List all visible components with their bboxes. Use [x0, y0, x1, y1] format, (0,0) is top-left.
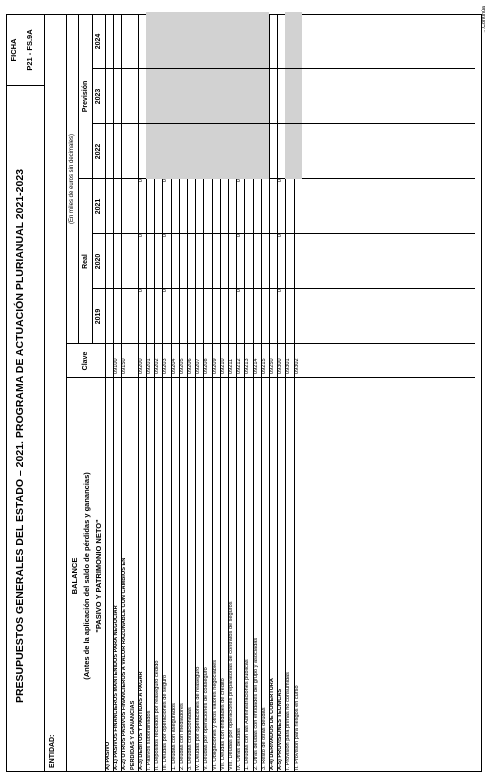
value-cell-2021: 0	[162, 179, 169, 183]
row-clave: 09302	[293, 358, 300, 374]
row-clave: 09201	[146, 358, 152, 374]
row-label: A-5) PROVISIONES TÉCNICAS	[277, 688, 284, 770]
row-label: A-4) DERIVADOS DE COBERTURA	[269, 678, 275, 770]
value-cell-2019: 0	[162, 289, 169, 293]
value-cell-2022	[171, 122, 179, 179]
row-clave: 09212	[236, 358, 243, 374]
table-row	[253, 14, 261, 772]
row-clave: 09209	[211, 358, 218, 374]
value-cell-2020	[269, 232, 277, 289]
table-row	[121, 14, 129, 772]
value-cell-2021	[113, 177, 121, 234]
row-clave: 09150	[121, 358, 128, 374]
balance-subheading: (Antes de la aplicación del saldo de pérdidas y ganancias)	[82, 472, 91, 680]
table-row	[113, 14, 121, 772]
value-cell-2021	[228, 177, 236, 234]
value-cell-2020	[171, 232, 179, 289]
value-cell-2023	[220, 67, 228, 124]
value-cell-2022	[236, 122, 244, 179]
row-label: 2. Otras deudas con entidades del grupo y asociadas	[252, 637, 259, 770]
value-cell-2024	[294, 12, 302, 69]
value-cell-2024	[146, 12, 154, 69]
table-row	[105, 14, 113, 772]
value-cell-2022	[261, 122, 269, 179]
value-cell-2022	[269, 122, 277, 179]
value-cell-2020	[113, 232, 121, 289]
value-cell-2022	[138, 122, 146, 179]
value-cell-2021	[130, 177, 138, 234]
value-cell-2021: 0	[137, 179, 144, 183]
value-cell-2023	[285, 67, 293, 124]
row-clave: 09207	[195, 358, 202, 374]
value-cell-2019	[212, 287, 220, 344]
continua-note: ...Continúa	[481, 6, 487, 33]
ficha-code: P21 - FS.9A	[25, 29, 34, 71]
value-cell-2024	[113, 12, 121, 69]
row-clave: 09205	[178, 358, 185, 374]
table-row	[220, 14, 228, 772]
value-cell-2019: 0	[137, 289, 144, 293]
row-clave: 09211	[228, 358, 234, 374]
value-cell-2023	[162, 67, 170, 124]
value-cell-2022	[130, 122, 138, 179]
value-cell-2024	[285, 12, 293, 69]
value-cell-2023	[294, 67, 302, 124]
value-cell-2023	[195, 67, 203, 124]
value-cell-2023	[212, 67, 220, 124]
value-cell-2021	[195, 177, 203, 234]
value-cell-2021	[269, 177, 277, 234]
balance-section-title: "PASIVO Y PATRIMONIO NETO"	[94, 519, 103, 633]
row-clave: 09250	[269, 358, 275, 374]
value-cell-2022	[253, 122, 261, 179]
row-label: A) PASIVO	[105, 741, 111, 770]
value-cell-2024	[121, 12, 129, 69]
row-clave: 09206	[187, 358, 193, 374]
value-cell-2020: 0	[137, 234, 144, 238]
row-label: 1. Deudas con las Administraciones públicas	[244, 659, 251, 770]
value-cell-2019	[146, 287, 154, 344]
value-cell-2024	[154, 12, 162, 69]
value-cell-2022	[105, 122, 113, 179]
value-cell-2019	[105, 287, 113, 344]
value-cell-2023	[121, 67, 129, 124]
row-label: 2. Deudas con mediadores	[178, 703, 185, 770]
row-label: VI. Obligaciones y otros valores negociables	[211, 659, 218, 770]
value-cell-2024	[179, 12, 187, 69]
value-cell-2019	[130, 287, 138, 344]
value-cell-2021	[187, 177, 195, 234]
value-cell-2021	[105, 177, 113, 234]
table-row	[138, 14, 146, 772]
table-row	[212, 14, 220, 772]
value-cell-2020: 0	[277, 234, 284, 238]
value-cell-2020	[253, 232, 261, 289]
prevision-group-header: Previsión	[82, 80, 89, 113]
value-cell-2022	[285, 122, 293, 179]
value-cell-2019	[228, 287, 236, 344]
value-cell-2023	[269, 67, 277, 124]
value-cell-2021	[212, 177, 220, 234]
row-label: 3. Resto de otras deudas	[260, 707, 267, 770]
row-label: II. Depósitos recibidos por reaseguro cedido	[154, 660, 161, 770]
value-cell-2021	[154, 177, 162, 234]
value-cell-2023	[105, 67, 113, 124]
row-label: V. Deudas por operaciones de coaseguro	[203, 667, 210, 770]
value-cell-2019	[203, 287, 211, 344]
value-cell-2021	[261, 177, 269, 234]
value-cell-2021	[121, 177, 129, 234]
year-header-2022: 2022	[95, 143, 102, 160]
value-cell-2019	[294, 287, 302, 344]
value-cell-2019	[261, 287, 269, 344]
row-label: VIII. Deudas por operaciones preparatorias de contratos de seguros	[228, 601, 234, 770]
value-cell-2022	[146, 122, 154, 179]
value-cell-2022	[195, 122, 203, 179]
row-clave: 09301	[285, 358, 292, 374]
value-cell-2019	[220, 287, 228, 344]
value-cell-2019	[253, 287, 261, 344]
value-cell-2020	[212, 232, 220, 289]
row-label: II. Provisión para riesgos en curso	[293, 685, 300, 770]
value-cell-2021	[146, 177, 154, 234]
value-cell-2023	[179, 67, 187, 124]
value-cell-2020	[105, 232, 113, 289]
value-cell-2021	[203, 177, 211, 234]
table-row	[171, 14, 179, 772]
value-cell-2023	[146, 67, 154, 124]
value-cell-2020: 0	[162, 234, 169, 238]
value-cell-2024	[138, 12, 146, 69]
year-header-2020: 2020	[95, 253, 102, 270]
table-row	[228, 14, 236, 772]
row-clave	[105, 342, 113, 376]
value-cell-2023	[253, 67, 261, 124]
value-cell-2022	[212, 122, 220, 179]
table-row	[130, 14, 138, 772]
value-cell-2024	[171, 12, 179, 69]
table-row	[277, 14, 285, 772]
value-cell-2022	[121, 122, 129, 179]
value-cell-2021	[171, 177, 179, 234]
table-row	[179, 14, 187, 772]
table-row	[244, 14, 252, 772]
row-clave: 09210	[219, 358, 226, 374]
value-cell-2022	[113, 122, 121, 179]
value-cell-2020	[285, 232, 293, 289]
value-cell-2019: 0	[236, 289, 243, 293]
table-row	[162, 14, 170, 772]
value-cell-2022	[244, 122, 252, 179]
value-cell-2023	[261, 67, 269, 124]
value-cell-2024	[261, 12, 269, 69]
value-cell-2021	[179, 177, 187, 234]
value-cell-2021	[244, 177, 252, 234]
value-cell-2020	[195, 232, 203, 289]
value-cell-2024	[253, 12, 261, 69]
page-title: PRESUPUESTOS GENERALES DEL ESTADO – 2021. PROGRAMA DE ACTUACIÓN PLURIANUAL 2021-2023	[14, 168, 26, 704]
value-cell-2023	[187, 67, 195, 124]
value-cell-2020	[187, 232, 195, 289]
value-cell-2021: 0	[277, 179, 284, 183]
value-cell-2024	[195, 12, 203, 69]
value-cell-2022	[294, 122, 302, 179]
value-cell-2020	[244, 232, 252, 289]
value-cell-2023	[203, 67, 211, 124]
value-cell-2020	[294, 232, 302, 289]
row-clave: 09100	[113, 358, 120, 374]
value-cell-2024	[277, 12, 285, 69]
value-cell-2020	[121, 232, 129, 289]
value-cell-2022	[228, 122, 236, 179]
value-cell-2023	[228, 67, 236, 124]
balance-heading: BALANCE	[70, 557, 79, 595]
value-cell-2019	[285, 287, 293, 344]
value-cell-2024	[269, 12, 277, 69]
col-clave-header: Clave	[82, 351, 89, 371]
value-cell-2024	[203, 12, 211, 69]
value-cell-2023	[130, 67, 138, 124]
real-group-header: Real	[82, 254, 89, 269]
value-cell-2020	[203, 232, 211, 289]
value-cell-2024	[105, 12, 113, 69]
table-row	[269, 14, 277, 772]
value-cell-2019: 0	[277, 289, 284, 293]
value-cell-2022	[220, 122, 228, 179]
year-header-2019: 2019	[95, 308, 102, 325]
table-row	[187, 14, 195, 772]
year-header-2024: 2024	[95, 33, 102, 50]
value-cell-2019	[195, 287, 203, 344]
value-cell-2022	[154, 122, 162, 179]
value-cell-2024	[212, 12, 220, 69]
table-row	[203, 14, 211, 772]
value-cell-2019	[269, 287, 277, 344]
table-row	[154, 14, 162, 772]
row-clave: 09204	[170, 358, 177, 374]
entidad-label: ENTIDAD:	[49, 734, 56, 768]
row-label: IX. Otras deudas	[236, 728, 243, 770]
value-cell-2019	[113, 287, 121, 344]
row-clave: 09202	[154, 358, 161, 374]
year-header-2023: 2023	[95, 88, 102, 105]
value-cell-2021	[253, 177, 261, 234]
value-cell-2019	[171, 287, 179, 344]
value-cell-2019	[154, 287, 162, 344]
value-cell-2024	[236, 12, 244, 69]
row-clave: 09214	[252, 358, 259, 374]
value-cell-2024	[187, 12, 195, 69]
row-label: I. Provisión para primas no consumidas	[285, 672, 292, 770]
row-label: A-3) DÉBITOS Y PARTIDAS A PAGAR	[137, 671, 144, 770]
row-label: PÉRDIDAS Y GANANCIAS	[129, 700, 136, 770]
row-clave: 09208	[203, 358, 210, 374]
row-clave: 09203	[162, 358, 169, 374]
row-clave: 09200	[137, 358, 144, 374]
value-cell-2021	[220, 177, 228, 234]
row-label: 1. Deudas con asegurados	[170, 703, 177, 770]
value-cell-2020	[179, 232, 187, 289]
value-cell-2024	[228, 12, 236, 69]
table-row	[195, 14, 203, 772]
year-header-2021: 2021	[95, 198, 102, 215]
row-label: VII. Deudas con entidades de crédito	[219, 678, 226, 770]
value-cell-2019	[179, 287, 187, 344]
value-cell-2023	[236, 67, 244, 124]
row-label: III. Deudas por operaciones de seguro	[162, 674, 169, 770]
row-label: IV. Deudas por operaciones de reaseguro	[195, 666, 202, 770]
row-label: I. Pasivos subordinados	[146, 710, 152, 770]
value-cell-2020	[228, 232, 236, 289]
table-row	[146, 14, 154, 772]
value-cell-2020	[261, 232, 269, 289]
value-cell-2024	[162, 12, 170, 69]
table-row	[285, 14, 293, 772]
table-row	[261, 14, 269, 772]
value-cell-2022	[179, 122, 187, 179]
value-cell-2020	[146, 232, 154, 289]
value-cell-2019	[187, 287, 195, 344]
value-cell-2021: 0	[236, 179, 243, 183]
value-cell-2022	[187, 122, 195, 179]
table-row	[294, 14, 302, 772]
ficha-label: FICHA	[9, 38, 18, 62]
row-label: A-1) PASIVOS FINANCIEROS MANTENIDOS PARA NEGOCIAR	[113, 605, 120, 770]
value-cell-2021	[294, 177, 302, 234]
value-cell-2020	[220, 232, 228, 289]
value-cell-2021	[285, 177, 293, 234]
value-cell-2020	[130, 232, 138, 289]
value-cell-2023	[171, 67, 179, 124]
row-label: 3. Deudas condicionadas	[187, 707, 193, 770]
row-clave: 09215	[260, 358, 267, 374]
value-cell-2024	[244, 12, 252, 69]
value-cell-2023	[154, 67, 162, 124]
row-clave	[130, 342, 138, 376]
table-row	[236, 14, 244, 772]
value-cell-2020: 0	[236, 234, 243, 238]
value-cell-2020	[154, 232, 162, 289]
row-label: A-2) OTROS PASIVOS FINANCIEROS A VALOR RAZONABLE CON CAMBIOS EN	[121, 557, 128, 770]
value-cell-2019	[244, 287, 252, 344]
value-cell-2023	[244, 67, 252, 124]
value-cell-2023	[138, 67, 146, 124]
value-cell-2024	[220, 12, 228, 69]
value-cell-2024	[130, 12, 138, 69]
value-cell-2022	[203, 122, 211, 179]
row-clave: 09213	[244, 358, 251, 374]
value-cell-2022	[277, 122, 285, 179]
units-note: (En miles de euros sin decimales)	[69, 133, 75, 225]
value-cell-2019	[121, 287, 129, 344]
row-clave: 09300	[277, 358, 284, 374]
balance-table	[105, 14, 476, 772]
value-cell-2023	[277, 67, 285, 124]
value-cell-2023	[113, 67, 121, 124]
value-cell-2022	[162, 122, 170, 179]
